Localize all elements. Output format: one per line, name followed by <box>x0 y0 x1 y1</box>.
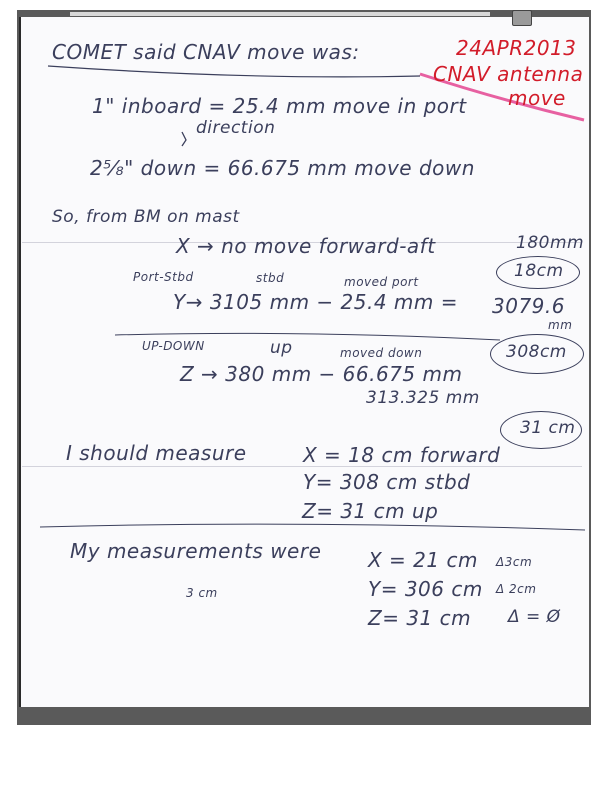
measured-x: X = 21 cm <box>368 548 478 572</box>
z-line: Z → 380 mm − 66.675 mm <box>180 362 463 386</box>
x-mm: 180mm <box>516 233 585 253</box>
up-down-label: UP-DOWN <box>142 339 205 353</box>
y-result: 3079.6 <box>492 294 565 318</box>
measured-z: Z= 31 cm <box>368 606 472 630</box>
moved-port-label: moved port <box>344 275 419 289</box>
down-conversion: 2⁵⁄₈" down = 66.675 mm move down <box>90 156 475 180</box>
measured-x-delta: Δ3cm <box>496 555 533 569</box>
scan-top-edge <box>70 12 490 16</box>
y-cm: 308cm <box>506 342 567 362</box>
x-cm: 18cm <box>514 261 564 281</box>
red-note-antenna: CNAV antenna <box>433 62 584 86</box>
measurements-label: My measurements were <box>70 539 322 563</box>
x-line: X → no move forward-aft <box>176 234 436 258</box>
header-text: COMET said CNAV move was: <box>52 40 360 64</box>
z-cm: 31 cm <box>520 418 576 438</box>
z-result: 313.325 mm <box>366 388 480 408</box>
measured-y-delta: Δ 2cm <box>496 582 537 596</box>
up-label: up <box>270 338 293 358</box>
measured-y: Y= 306 cm <box>368 577 483 601</box>
direction-word: direction <box>196 118 276 138</box>
paper-clip <box>512 10 532 26</box>
red-note-move: move <box>508 86 566 110</box>
should-z: Z= 31 cm up <box>302 499 439 523</box>
date-stamp: 24APR2013 <box>456 36 577 60</box>
measured-z-delta: Δ = Ø <box>508 607 561 627</box>
should-measure-label: I should measure <box>66 441 247 465</box>
should-x: X = 18 cm forward <box>303 443 501 467</box>
inboard-conversion: 1" inboard = 25.4 mm move in port <box>92 94 467 118</box>
y-line: Y→ 3105 mm − 25.4 mm = <box>173 290 458 314</box>
stbd-label: stbd <box>256 271 285 285</box>
should-y: Y= 308 cm stbd <box>303 470 471 494</box>
port-stbd-label: Port-Stbd <box>133 270 194 284</box>
y-unit: mm <box>548 318 573 332</box>
moved-down-label: moved down <box>340 346 423 360</box>
from-bm-title: So, from BM on mast <box>52 207 240 227</box>
side-note: 3 cm <box>186 586 218 600</box>
